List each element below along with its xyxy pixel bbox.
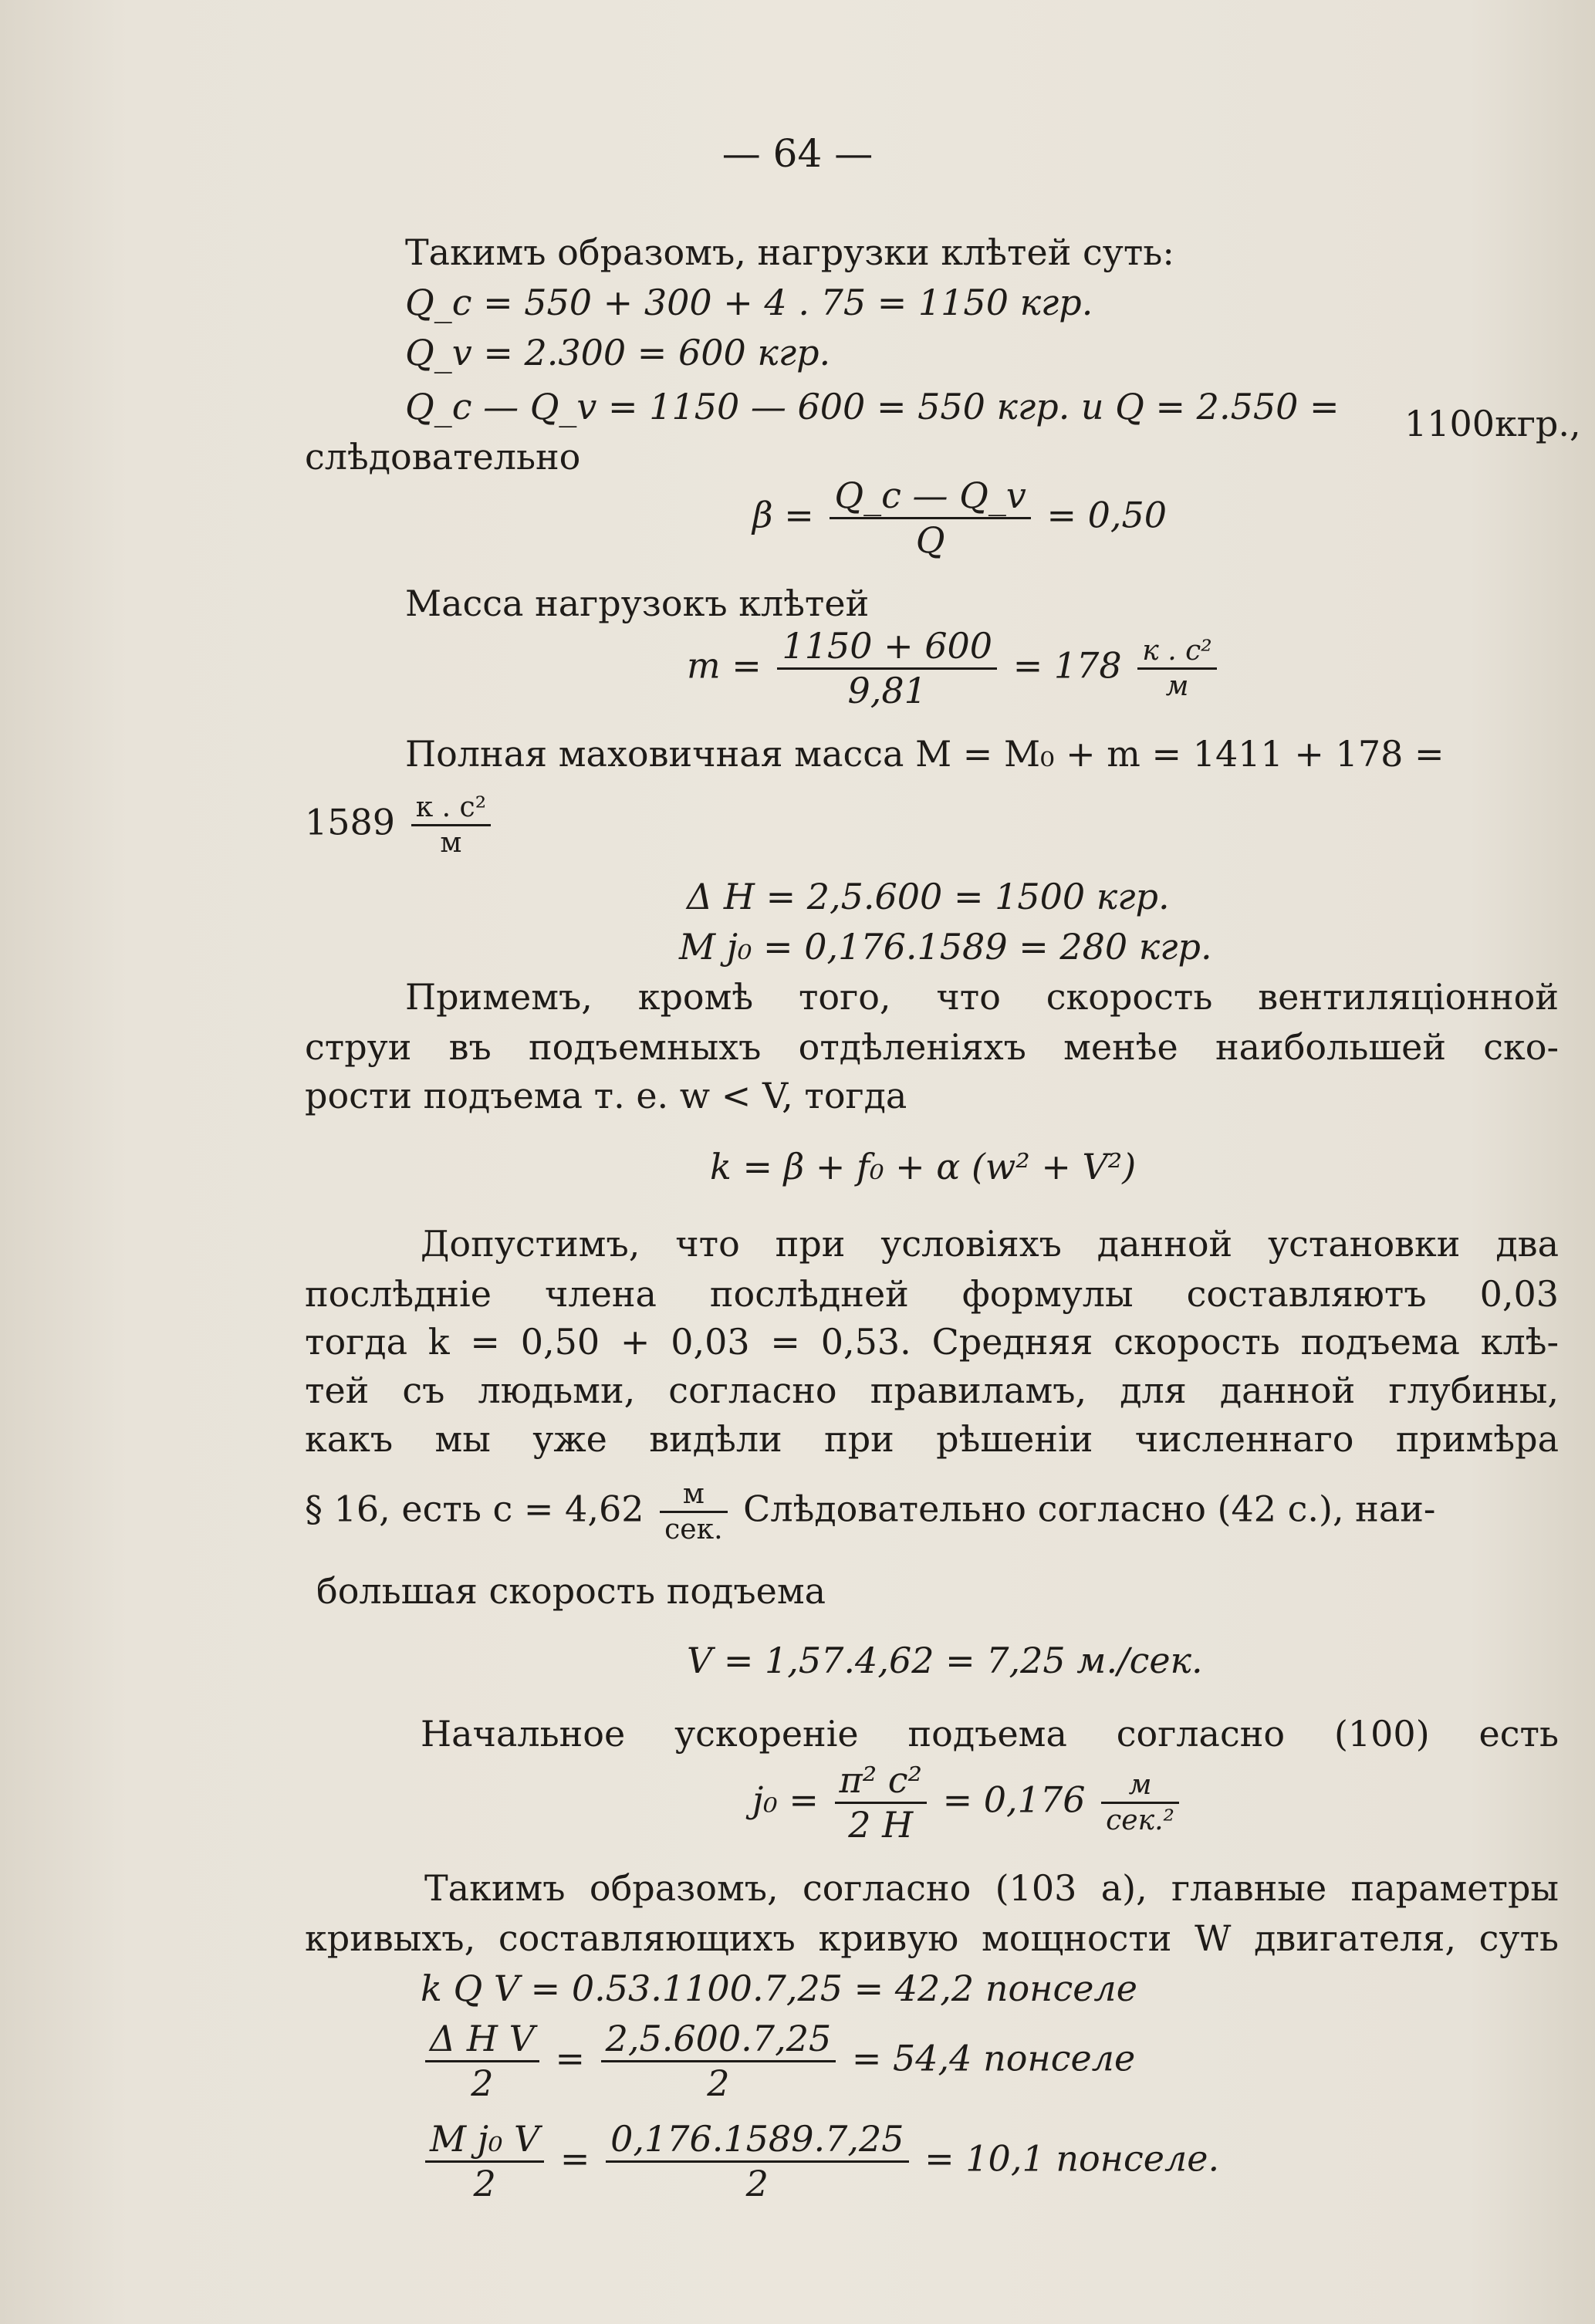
formula-qc: Q_c = 550 + 300 + 4 . 75 = 1150 кгр. <box>405 282 1093 323</box>
formula-dhv <box>421 2018 1135 2105</box>
formula-qv: Q_v = 2.300 = 600 кгр. <box>405 332 831 373</box>
c-unit-den: сек. <box>664 1514 723 1546</box>
dhv-fraction-1 <box>425 2018 539 2105</box>
text-line-13: рости подъема т. е. w < V, тогда <box>305 1075 907 1116</box>
formula-q-result: 1100кгр., <box>1404 403 1581 444</box>
m-unit-den: м <box>1165 671 1189 703</box>
formula-c-line <box>305 1478 1435 1546</box>
j0-unit-num: м <box>1101 1768 1179 1804</box>
unit-1589-num: к . с² <box>411 791 491 826</box>
dhv-den-2: 2 <box>707 2062 730 2105</box>
beta-lhs: β = <box>752 494 814 536</box>
j0-fraction <box>835 1759 928 1846</box>
beta-fraction <box>830 475 1030 562</box>
beta-denominator: Q <box>915 519 945 562</box>
formula-1589 <box>305 791 495 860</box>
formula-mj0v <box>421 2118 1219 2205</box>
mj0v-num-1: M j₀ V <box>425 2118 544 2163</box>
formula-j0 <box>752 1759 1184 1846</box>
mj0v-fraction-2 <box>606 2118 908 2205</box>
c-prefix: § 16, есть c = 4,62 <box>305 1488 644 1530</box>
m-fraction <box>777 625 997 712</box>
j0-unit-den: сек.² <box>1106 1805 1174 1837</box>
text-line-19: какъ мы уже видѣли при рѣшеніи численнаго примѣра <box>305 1418 1559 1460</box>
formula-delta-h: Δ H = 2,5.600 = 1500 кгр. <box>687 876 1170 917</box>
formula-v: V = 1,57.4,62 = 7,25 м./сек. <box>687 1640 1203 1681</box>
formula-m <box>687 625 1222 712</box>
dhv-rhs: = 54,4 понселе <box>851 2037 1136 2079</box>
dhv-eq: = <box>555 2037 585 2079</box>
formula-kqv: k Q V = 0.53.1100.7,25 = 42,2 понселе <box>421 1968 1137 2009</box>
j0-denominator: 2 H <box>848 1804 914 1846</box>
formula-qc-minus-qv: Q_c — Q_v = 1150 — 600 = 550 кгр. и Q = 2.550 = <box>405 386 1340 427</box>
j0-lhs: j₀ = <box>752 1778 819 1821</box>
text-line-23: Начальное ускореніе подъема согласно (100) есть <box>421 1713 1559 1755</box>
m-unit-num: к . с² <box>1137 634 1216 670</box>
mj0v-eq: = <box>559 2137 590 2180</box>
formula-mj0: M j₀ = 0,176.1589 = 280 кгр. <box>679 926 1212 968</box>
formula-k: k = β + f₀ + α (w² + V²) <box>710 1146 1137 1187</box>
m-lhs: m = <box>687 644 762 687</box>
text-line-17: тогда k = 0,50 + 0,03 = 0,53. Средняя скорость подъема клѣ- <box>305 1321 1559 1363</box>
text-line-16: послѣдніе члена послѣдней формулы составляютъ 0,03 <box>305 1273 1559 1315</box>
c-unit <box>660 1478 727 1546</box>
dhv-num-2: 2,5.600.7,25 <box>601 2018 836 2062</box>
dhv-fraction-2 <box>601 2018 836 2105</box>
text-line-1: Такимъ образомъ, нагрузки клѣтей суть: <box>405 231 1174 273</box>
text-line-21: большая скорость подъема <box>316 1570 826 1612</box>
m-numerator: 1150 + 600 <box>777 625 997 670</box>
m-denominator: 9,81 <box>847 670 927 712</box>
text-line-18: тей съ людьми, согласно правиламъ, для данной глубины, <box>305 1370 1559 1411</box>
text-line-11: Примемъ, кромѣ того, что скорость вентиляціонной <box>405 976 1559 1018</box>
mj0v-rhs: = 10,1 понселе. <box>924 2137 1220 2180</box>
mj0v-fraction-1 <box>425 2118 544 2205</box>
text-line-25: кривыхъ, составляющихъ кривую мощности W двигателя, суть <box>305 1917 1559 1959</box>
text-line-12: струи въ подъемныхъ отдѣленіяхъ менѣе наибольшей ско- <box>305 1026 1559 1068</box>
text-massa: Масса нагрузокъ клѣтей <box>405 583 870 624</box>
mj0v-num-2: 0,176.1589.7,25 <box>606 2118 908 2163</box>
dhv-den-1: 2 <box>471 2062 494 2105</box>
m-unit <box>1137 634 1216 703</box>
unit-1589 <box>411 791 491 860</box>
text-polnaya-massa: Полная маховичная масса M = M₀ + m = 1411 + 178 = <box>405 733 1445 775</box>
page-number: — 64 — <box>721 131 874 176</box>
formula-beta <box>752 475 1167 562</box>
text-line-24: Такимъ образомъ, согласно (103 а), главные параметры <box>424 1867 1559 1909</box>
text-sledovatelno: слѣдовательно <box>305 436 581 478</box>
c-suffix: Слѣдовательно согласно (42 с.), наи- <box>743 1488 1436 1530</box>
dhv-num-1: Δ H V <box>425 2018 539 2062</box>
c-unit-num: м <box>660 1478 727 1513</box>
value-1589: 1589 <box>305 801 396 843</box>
mj0v-den-2: 2 <box>745 2163 769 2205</box>
unit-1589-den: м <box>440 827 462 860</box>
j0-numerator: π² c² <box>835 1759 928 1804</box>
text-line-15: Допустимъ, что при условіяхъ данной установки два <box>421 1223 1559 1265</box>
mj0v-den-1: 2 <box>473 2163 496 2205</box>
beta-rhs: = 0,50 <box>1046 494 1168 536</box>
j0-mid: = 0,176 <box>942 1778 1086 1821</box>
m-mid: = 178 <box>1012 644 1122 687</box>
j0-unit <box>1101 1768 1179 1837</box>
beta-numerator: Q_c — Q_v <box>830 475 1030 519</box>
